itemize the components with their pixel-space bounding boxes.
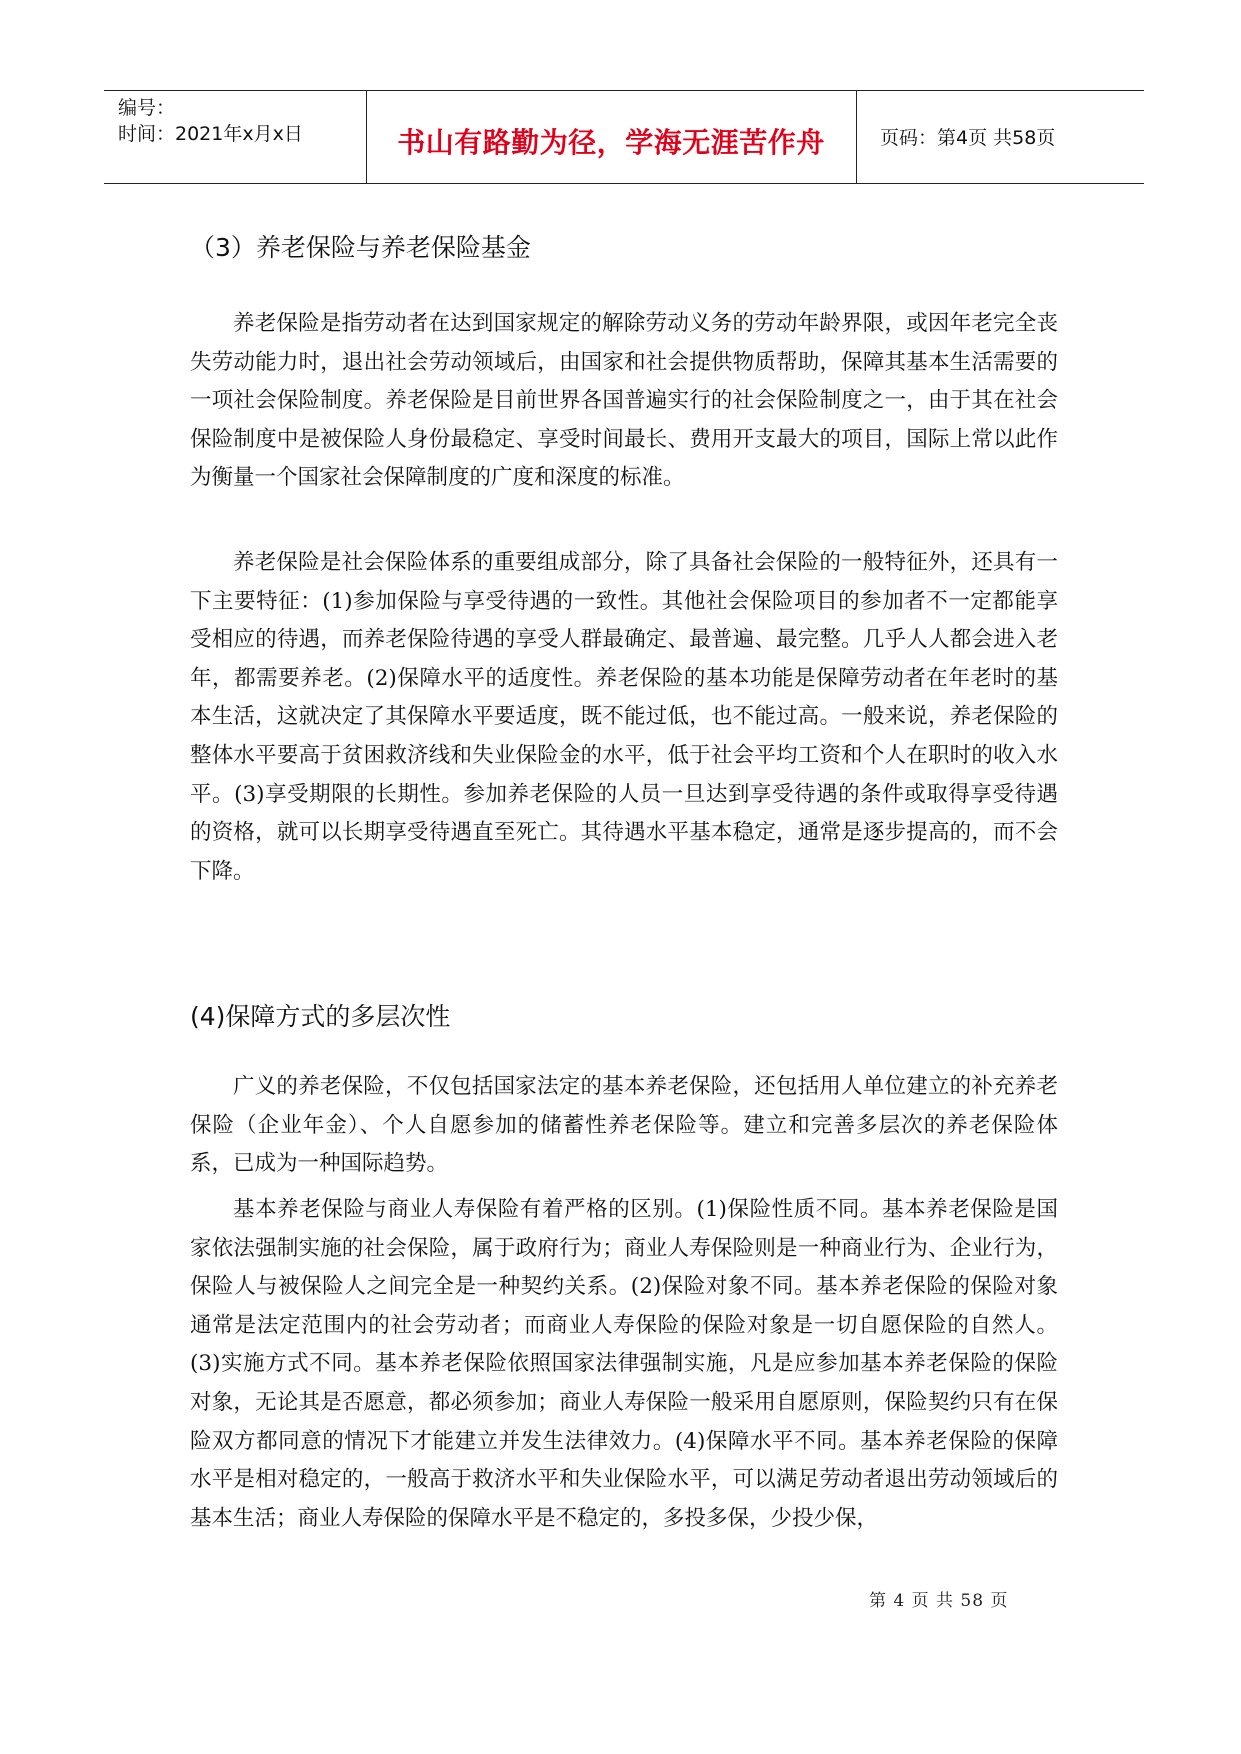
- header-motto-cell: [366, 91, 857, 183]
- header-page-cell: [856, 91, 1144, 183]
- document-number-label: 编号：: [118, 97, 176, 119]
- section-heading-4: (4)保障方式的多层次性: [190, 1002, 451, 1031]
- page-footer: 第 4 页 共 58 页: [869, 1591, 1009, 1611]
- header-page-number: 页码：第4页 共58页: [880, 127, 1056, 149]
- document-time-label: 时间：2021年x月x日: [118, 123, 303, 145]
- header-motto: 书山有路勤为径，学海无涯苦作舟: [397, 126, 825, 159]
- header-info-cell: [104, 91, 367, 183]
- paragraph-pension-vs-commercial: 基本养老保险与商业人寿保险有着严格的区别。(1)保险性质不同。基本养老保险是国家依法强制实施的社会保险，属于政府行为；商业人寿保险则是一种商业行为、企业行为，保险人与被保险人之间完全是一种契约关系。(2)保险对象不同。基本养老保险的保险对象通常是法定范围内的社会劳动者；而商业人寿保险的保险对象是一切自愿保险的自然人。(3)实施方式不同。基本养老保险依照国家法律强制实施，凡是应参加基本养老保险的保险对象，无论其是否愿意，都必须参加；商业人寿保险一般采用自愿原则，保险契约只有在保险双方都同意的情况下才能建立并发生法律效力。(4)保障水平不同。基本养老保险的保障水平是相对稳定的，一般高于救济水平和失业保险水平，可以满足劳动者退出劳动领域后的基本生活；商业人寿保险的保障水平是不稳定的，多投多保，少投少保，: [190, 1197, 1058, 1531]
- paragraph-pension-definition: 养老保险是指劳动者在达到国家规定的解除劳动义务的劳动年龄界限，或因年老完全丧失劳动能力时，退出社会劳动领域后，由国家和社会提供物质帮助，保障其基本生活需要的一项社会保险制度。养老保险是目前世界各国普遍实行的社会保险制度之一，由于其在社会保险制度中是被保险人身份最稳定、享受时间最长、费用开支最大的项目，国际上常以此作为衡量一个国家社会保障制度的广度和深度的标准。: [190, 311, 1058, 491]
- paragraph-pension-features: 养老保险是社会保险体系的重要组成部分，除了具备社会保险的一般特征外，还具有一下主要特征：(1)参加保险与享受待遇的一致性。其他社会保险项目的参加者不一定都能享受相应的待遇，而养老保险待遇的享受人群最确定、最普遍、最完整。几乎人人都会进入老年，都需要养老。(2)保障水平的适度性。养老保险的基本功能是保障劳动者在年老时的基本生活，这就决定了其保障水平要适度，既不能过低，也不能过高。一般来说，养老保险的整体水平要高于贫困救济线和失业保险金的水平，低于社会平均工资和个人在职时的收入水平。(3)享受期限的长期性。参加养老保险的人员一旦达到享受待遇的条件或取得享受待遇的资格，就可以长期享受待遇直至死亡。其待遇水平基本稳定，通常是逐步提高的，而不会下降。: [190, 550, 1058, 884]
- page-header: [104, 90, 1144, 184]
- paragraph-multilevel-pension: 广义的养老保险，不仅包括国家法定的基本养老保险，还包括用人单位建立的补充养老保险（企业年金）、个人自愿参加的储蓄性养老保险等。建立和完善多层次的养老保险体系，已成为一种国际趋势。: [190, 1074, 1058, 1177]
- section-heading-3: （3）养老保险与养老保险基金: [190, 233, 531, 262]
